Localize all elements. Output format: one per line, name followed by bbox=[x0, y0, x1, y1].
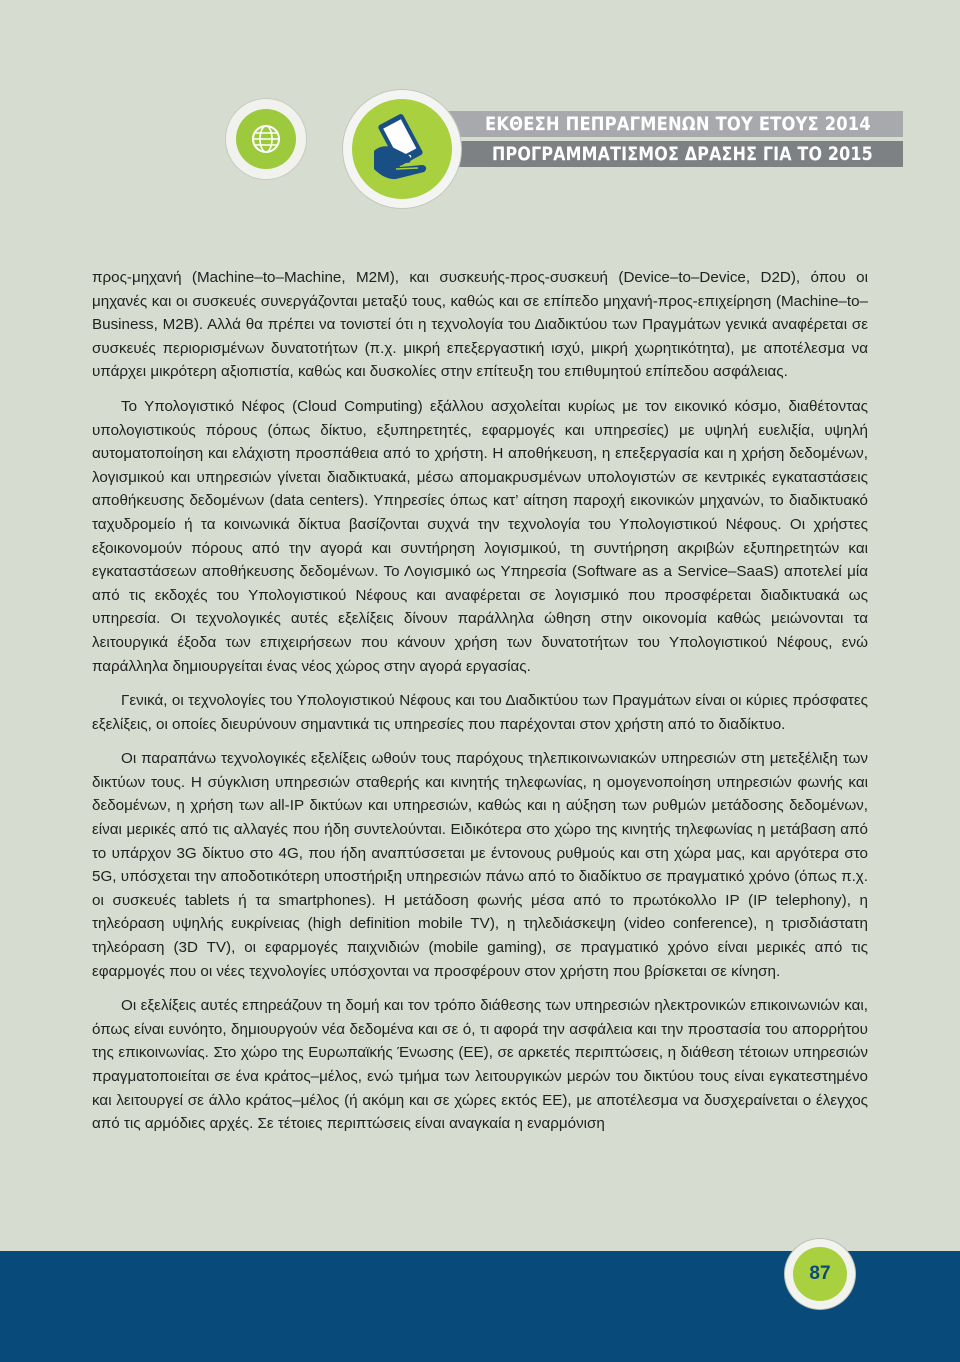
report-subtitle-banner bbox=[398, 141, 903, 167]
paragraph: Οι εξελίξεις αυτές επηρεάζουν τη δομή και τον τρόπο διάθεσης των υπηρεσιών ηλεκτρονικών επικοινωνιών και, όπως είναι ευνόητο, δημιουργούν νέα δεδομένα και σε ό, τι αφορά την ασφάλεια και την προστασία του απορρήτου της επικοινωνίας. Στο χώρο της Ευρωπαϊκής Ένωσης (ΕΕ), σε αρκετές περιπτώσεις, η διάθεση τέτοιων υπηρεσιών πραγματοποιείται σε ένα κράτος–μέλος, ενώ τμήμα των λειτουργικών μερών του δικτύου τους είναι εγκατεστημένο και λειτουργεί σε άλλο κράτος–μέλος (ή ακόμη και σε χώρες εκτός ΕΕ), με αποτέλεσμα να δυσχεραίνεται ο έλεγχος από τις αρμόδιες αρχές. Σε τέτοιες περιπτώσεις είναι αναγκαία η εναρμόνιση bbox=[92, 997, 868, 1133]
paragraph: Γενικά, οι τεχνολογίες του Υπολογιστικού Νέφους και του Διαδικτύου των Πραγμάτων είναι οι κύριες πρόσφατες εξελίξεις, οι οποίες διευρύνουν σημαντικά τις υπηρεσίες που παρέχονται στον χρήστη από το διαδίκτυο. bbox=[92, 692, 868, 733]
paragraph: Οι παραπάνω τεχνολογικές εξελίξεις ωθούν τους παρόχους τηλεπικοινωνιακών υπηρεσιών στη μετεξέλιξη των δικτύων τους. Η σύγκλιση υπηρεσιών σταθερής και κινητής τηλεφωνίας, η ομογενοποίηση υπηρεσιών φωνής και δεδομένων, η χρήση των all-IP δικτύων και υπηρεσιών, καθώς και η αύξηση των ρυθμών μετάδοσης δεδομένων, είναι μερικές από τις αλλαγές που ήδη συντελούνται. Ειδικότερα στο χώρο της κινητής τηλεφωνίας η μετάβαση από το υπάρχον 3G δίκτυο στο 4G, που ήδη αναπτύσσεται με έντονους ρυθμούς και στη χώρα μας, και αργότερα στο 5G, υπόσχεται την αποδοτικότερη υποστήριξη υπηρεσιών πάνω από το διαδίκτυο σε πραγματικό χρόνο (όπως π.χ. οι συσκευές tablets ή τα smartphones). Η μετάδοση φωνής μέσα από το πρωτόκολλο IP (IP telephony), η τηλεόραση υψηλής ευκρίνειας (high definition mobile TV), η τηλεδιάσκεψη (video conference), η τρισδιάστατη τηλεόραση (3D TV), οι εφαρμογές παιχνιδιών (mobile gaming), σε πραγματικό χρόνο είναι μερικές από τις εφαρμογές που οι νέες τεχνολογίες υπόσχονται να προσφέρουν στον χρήστη που βρίσκεται σε κίνηση. bbox=[92, 750, 868, 980]
paragraph: Το Υπολογιστικό Νέφος (Cloud Computing) εξάλλου ασχολείται κυρίως με τον εικονικό κόσμο, διαθέτοντας υπολογιστικούς πόρους (όπως δίκτυο, εξυπηρετητές, εφαρμογές και υπηρεσίες) με υψηλή ευελιξία, υψηλή αυτοματοποίηση και ελάχιστη προσπάθεια από το χρήστη. Η αποθήκευση, η επεξεργασία και η χρήση δεδομένων, λογισμικού και υπηρεσιών γίνεται διαδικτυακά, μέσω απομακρυσμένων υπολογιστών σε κεντρικές εγκαταστάσεις αποθήκευσης δεδομένων (data centers). Υπηρεσίες όπως κατ’ αίτηση παροχή εικονικών μηχανών, το διαδικτυακό ταχυδρομείο ή τα κοινωνικά δίκτυα βασίζονται συχνά την τεχνολογία του Υπολογιστικού Νέφους. Οι χρήστες εξοικονομούν πόρους από την αγορά και συντήρηση λογισμικού, τη συντήρηση ακριβών εξυπηρετητών και εγκαταστάσεων αποθήκευσης δεδομένων. Το Λογισμικό ως Υπηρεσία (Software as a Service–SaaS) αποτελεί μία από τις εκδοχές του Υπολογιστικού Νέφους και αναφέρεται σε λογισμικό που προσφέρεται διαδικτυακά ως υπηρεσία. Οι τεχνολογικές αυτές εξελίξεις δίνουν παράλληλα ώθηση στην οικονομία καθώς μειώνονται τα λειτουργικά έξοδα των επιχειρήσεων που κάνουν χρήση των δυνατοτήτων του Υπολογιστικού Νέφους, ενώ παράλληλα δημιουργείται ένας νέος χώρος στην αγορά εργασίας. bbox=[92, 397, 868, 675]
hand-holding-phone-icon bbox=[352, 99, 452, 199]
page-number: 87 bbox=[809, 1263, 831, 1284]
paragraph: προς-μηχανή (Machine–to–Machine, M2M), και συσκευής-προς-συσκευή (Device–to–Device, D2D), όπου οι μηχανές και οι συσκευές συνεργάζονται μεταξύ τους, καθώς και σε επίπεδο μηχανή-προς-επιχείρηση (Machine–to–Business, M2B). Αλλά θα πρέπει να τονιστεί ότι η τεχνολογία του Διαδικτύου των Πραγμάτων γενικά αναφέρεται σε συσκευές περιορισμένων δυνατοτήτων (π.χ. μικρή επεξεργαστική ισχύ, μικρή χωρητικότητα), με αποτέλεσμα να υπάρχει μικρότερη αξιοπιστία, καθώς και δυσκολίες στην επίτευξη του επιθυμητού επίπεδου ασφάλειας. bbox=[92, 269, 868, 381]
report-title-banner bbox=[398, 111, 903, 137]
body-text bbox=[92, 266, 868, 1147]
report-title: ΕΚΘΕΣΗ ΠΕΠΡΑΓΜΕΝΩΝ ΤΟΥ ΕΤΟΥΣ 2014 bbox=[485, 113, 871, 135]
globe-icon bbox=[236, 109, 296, 169]
report-subtitle: ΠΡΟΓΡΑΜΜΑΤΙΣΜΟΣ ΔΡΑΣΗΣ ΓΙΑ ΤΟ 2015 bbox=[492, 144, 873, 165]
